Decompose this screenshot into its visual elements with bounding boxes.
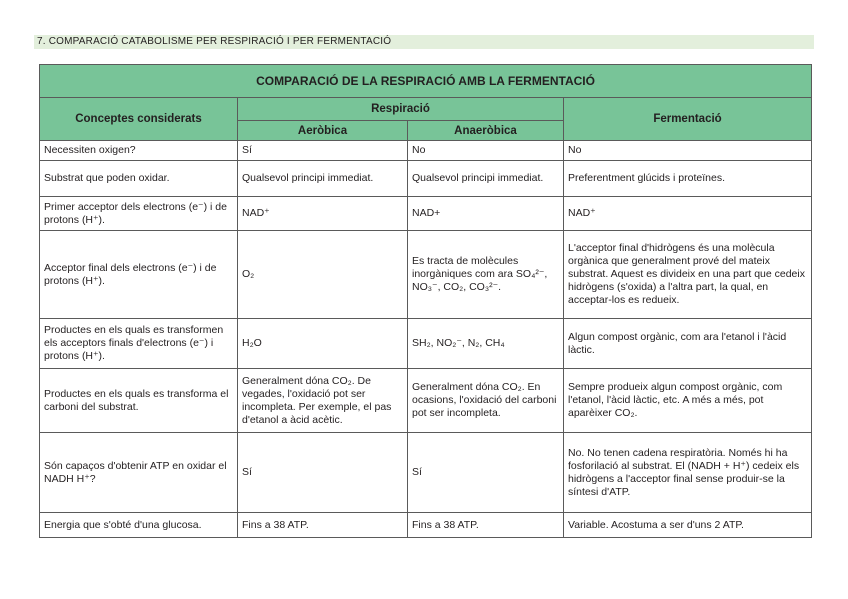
cell-anaerobic: Generalment dóna CO₂. En ocasions, l'oxidació del carboni pot ser incompleta. [408, 369, 564, 433]
cell-fermentation: Preferentment glúcids i proteïnes. [564, 161, 812, 197]
cell-fermentation: L'acceptor final d'hidrògens és una molècula orgànica que generalment prové del mateix substrat. Aquest es divideix en una part que cedeix hidrògens (s'oxida) a l'altra part, la qual, en acceptar-los es redueix. [564, 231, 812, 319]
cell-anaerobic: Qualsevol principi immediat. [408, 161, 564, 197]
cell-concept: Substrat que poden oxidar. [40, 161, 238, 197]
cell-aerobic: Sí [238, 433, 408, 513]
cell-concept: Primer acceptor dels electrons (e⁻) i de protons (H⁺). [40, 197, 238, 231]
cell-fermentation: Sempre produeix algun compost orgànic, com l'etanol, l'àcid làctic, etc. A més a més, pot aparèixer CO₂. [564, 369, 812, 433]
header-fermentation: Fermentació [564, 98, 812, 141]
cell-concept: Productes en els quals es transformen els acceptors finals d'electrons (e⁻) i protons (H⁺). [40, 319, 238, 369]
section-heading: 7. COMPARACIÓ CATABOLISME PER RESPIRACIÓ I PER FERMENTACIÓ [34, 35, 814, 49]
cell-fermentation: Algun compost orgànic, com ara l'etanol i l'àcid làctic. [564, 319, 812, 369]
table-row [40, 433, 812, 513]
cell-anaerobic: SH₂, NO₂⁻, N₂, CH₄ [408, 319, 564, 369]
cell-aerobic: Sí [238, 141, 408, 161]
cell-aerobic: Qualsevol principi immediat. [238, 161, 408, 197]
cell-aerobic: H₂O [238, 319, 408, 369]
table-row [40, 231, 812, 319]
cell-anaerobic: Es tracta de molècules inorgàniques com ara SO₄²⁻, NO₃⁻, CO₂, CO₃²⁻. [408, 231, 564, 319]
cell-fermentation: Variable. Acostuma a ser d'uns 2 ATP. [564, 513, 812, 538]
cell-concept: Són capaços d'obtenir ATP en oxidar el NADH H⁺? [40, 433, 238, 513]
header-anaerobic: Anaeròbica [408, 121, 564, 141]
cell-anaerobic: NAD+ [408, 197, 564, 231]
cell-fermentation: NAD⁺ [564, 197, 812, 231]
table-body [40, 141, 812, 538]
cell-aerobic: O₂ [238, 231, 408, 319]
table-row [40, 197, 812, 231]
table-row [40, 369, 812, 433]
cell-aerobic: Generalment dóna CO₂. De vegades, l'oxidació pot ser incompleta. Per exemple, el pas d'etanol a àcid acètic. [238, 369, 408, 433]
cell-concept: Energia que s'obté d'una glucosa. [40, 513, 238, 538]
header-respiration: Respiració [238, 98, 564, 121]
table-row [40, 513, 812, 538]
cell-concept: Productes en els quals es transforma el carboni del substrat. [40, 369, 238, 433]
cell-anaerobic: Sí [408, 433, 564, 513]
header-concepts: Conceptes considerats [40, 98, 238, 141]
table-row [40, 319, 812, 369]
table-row [40, 141, 812, 161]
cell-concept: Necessiten oxigen? [40, 141, 238, 161]
cell-fermentation: No. No tenen cadena respiratòria. Només hi ha fosforilació al substrat. El (NADH + H⁺) cedeix els hidrògens a l'acceptor final sense produir-se la síntesi d'ATP. [564, 433, 812, 513]
header-aerobic: Aeròbica [238, 121, 408, 141]
comparison-table [39, 64, 812, 538]
cell-anaerobic: Fins a 38 ATP. [408, 513, 564, 538]
cell-aerobic: Fins a 38 ATP. [238, 513, 408, 538]
table-row [40, 161, 812, 197]
table-title: COMPARACIÓ DE LA RESPIRACIÓ AMB LA FERMENTACIÓ [40, 65, 812, 98]
cell-anaerobic: No [408, 141, 564, 161]
cell-aerobic: NAD⁺ [238, 197, 408, 231]
cell-concept: Acceptor final dels electrons (e⁻) i de protons (H⁺). [40, 231, 238, 319]
cell-fermentation: No [564, 141, 812, 161]
